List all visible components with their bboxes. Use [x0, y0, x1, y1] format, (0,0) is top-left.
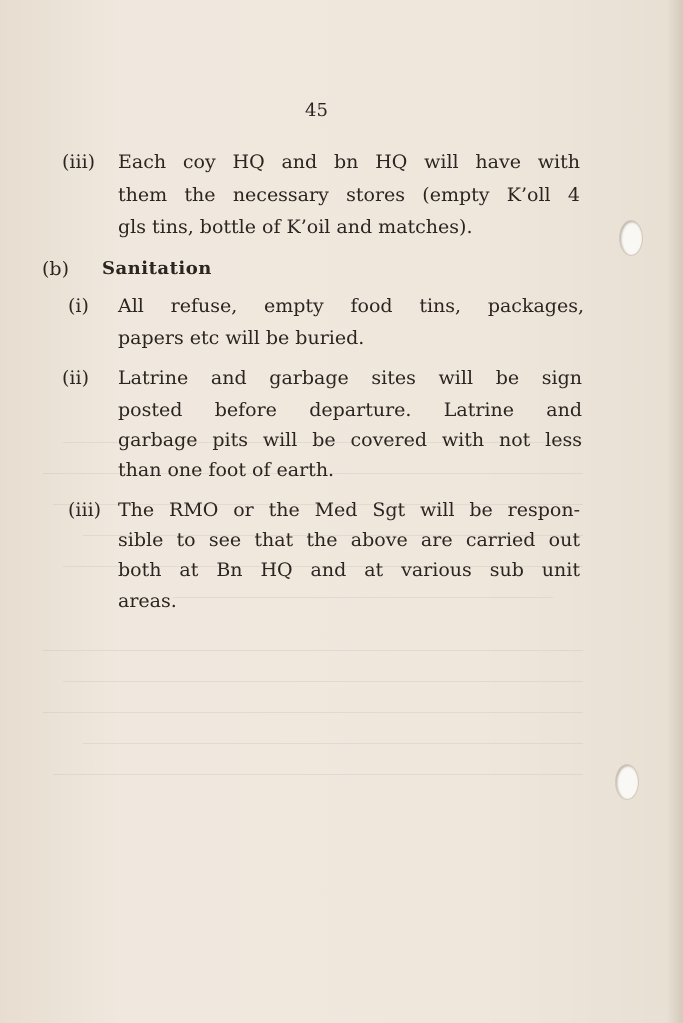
item-text-line: them the necessary stores (empty K’oll 4 [118, 184, 580, 206]
item-text-line: garbage pits will be covered with not less [118, 429, 582, 451]
page-edge-shadow [667, 0, 683, 1023]
item-text-line: Each coy HQ and bn HQ will have with [118, 151, 580, 173]
item-label: (i) [68, 295, 89, 317]
item-label: (iii) [68, 499, 102, 521]
section-label: (b) [42, 258, 69, 280]
section-heading: Sanitation [102, 258, 212, 279]
page-number: 45 [305, 100, 328, 121]
item-text-line: sible to see that the above are carried out [118, 529, 580, 551]
item-label: (iii) [62, 151, 96, 173]
item-text-line: than one foot of earth. [118, 459, 335, 481]
binder-hole-bottom [616, 765, 638, 799]
item-text-line: Latrine and garbage sites will be sign [118, 367, 582, 389]
item-text-line: All refuse, empty food tins, packages, [118, 295, 584, 317]
item-text-line: gls tins, bottle of K’oil and matches). [118, 216, 473, 238]
item-text-line: both at Bn HQ and at various sub unit [118, 559, 580, 581]
item-text-line: The RMO or the Med Sgt will be respon- [118, 499, 580, 521]
item-label: (ii) [62, 367, 89, 389]
item-text-line: areas. [118, 590, 177, 612]
item-text-line: posted before departure. Latrine and [118, 399, 582, 421]
binder-hole-top [620, 221, 642, 255]
item-text-line: papers etc will be buried. [118, 327, 365, 349]
